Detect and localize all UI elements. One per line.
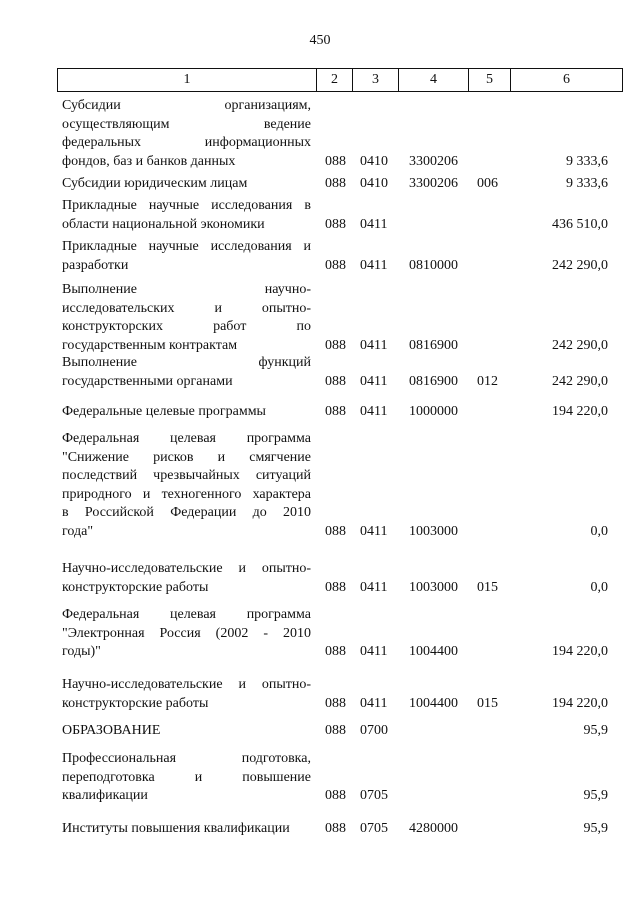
cell-col-2: 088 [325, 821, 346, 836]
description-line: последствий чрезвычайных ситуаций [62, 468, 311, 483]
header-col-5: 5 [469, 69, 511, 91]
description-line: области национальной экономики [62, 216, 265, 232]
description-line: в Российской Федерации до 2010 [62, 505, 311, 520]
cell-col-6: 194 220,0 [552, 695, 608, 711]
table-row [0, 238, 640, 275]
cell-col-6: 0,0 [590, 523, 608, 539]
cell-col-2: 088 [325, 337, 346, 353]
table-row [0, 430, 640, 541]
description-line: года" [62, 523, 94, 539]
cell-col-2: 088 [325, 579, 346, 595]
cell-col-2: 088 [325, 788, 346, 803]
cell-col-3: 0411 [360, 216, 388, 232]
cell-col-5: 006 [477, 176, 498, 191]
cell-col-2: 088 [325, 404, 346, 419]
description-line: государственными органами [62, 373, 233, 389]
cell-col-6: 242 290,0 [552, 257, 608, 273]
row-description [62, 354, 311, 391]
description-line: конструкторские работы [62, 579, 209, 595]
table-row [0, 175, 640, 194]
page-number: 450 [309, 33, 331, 48]
cell-col-3: 0411 [360, 579, 388, 595]
description-line: переподготовка и повышение [62, 769, 311, 785]
cell-col-4: 1004400 [409, 644, 458, 659]
table-row [0, 560, 640, 597]
description-line: Институты повышения квалификации [62, 821, 290, 836]
cell-col-4: 1004400 [409, 695, 458, 711]
cell-col-6: 242 290,0 [552, 373, 608, 389]
cell-col-6: 9 333,6 [566, 176, 608, 191]
description-line: Выполнение научно- [62, 282, 311, 297]
description-line: федеральных информационных [62, 135, 311, 150]
cell-col-4: 4280000 [409, 821, 458, 836]
row-description [62, 238, 311, 275]
description-line: природного и техногенного характера [62, 486, 311, 502]
table-row [0, 820, 640, 839]
cell-col-3: 0705 [360, 821, 388, 836]
description-line: Федеральные целевые программы [62, 404, 266, 419]
header-col-1: 1 [58, 69, 317, 91]
row-description [62, 97, 311, 171]
cell-col-5: 015 [477, 579, 498, 595]
table-row [0, 606, 640, 662]
description-line: квалификации [62, 788, 148, 803]
description-line: Федеральная целевая программа [62, 431, 311, 446]
description-line: исследовательских и опытно- [62, 300, 311, 316]
description-line: осуществляющим ведение [62, 116, 311, 132]
cell-col-6: 242 290,0 [552, 337, 608, 353]
description-line: Субсидии организациям, [62, 98, 311, 113]
row-description [62, 430, 311, 541]
cell-col-3: 0410 [360, 176, 388, 191]
header-col-2: 2 [317, 69, 353, 91]
row-description [62, 175, 311, 194]
row-description [62, 606, 311, 662]
description-line: Научно-исследовательские и опытно- [62, 561, 311, 576]
cell-col-3: 0411 [360, 337, 388, 353]
cell-col-3: 0410 [360, 153, 388, 169]
table-row [0, 281, 640, 355]
description-line: фондов, баз и банков данных [62, 153, 236, 169]
cell-col-6: 0,0 [590, 579, 608, 595]
description-line: государственным контрактам [62, 337, 238, 353]
cell-col-2: 088 [325, 644, 346, 659]
cell-col-6: 436 510,0 [552, 216, 608, 232]
cell-col-3: 0411 [360, 404, 388, 419]
cell-col-3: 0411 [360, 644, 388, 659]
cell-col-4: 3300206 [409, 153, 458, 169]
table-row [0, 676, 640, 713]
description-line: "Снижение рисков и смягчение [62, 449, 311, 465]
cell-col-4: 1003000 [409, 523, 458, 539]
table-row [0, 97, 640, 171]
cell-col-3: 0411 [360, 373, 388, 389]
cell-col-2: 088 [325, 257, 346, 273]
description-line: конструкторские работы [62, 695, 209, 711]
description-line: Профессиональная подготовка, [62, 751, 311, 766]
cell-col-2: 088 [325, 153, 346, 169]
cell-col-6: 95,9 [583, 723, 608, 738]
cell-col-6: 95,9 [583, 788, 608, 803]
cell-col-5: 015 [477, 695, 498, 711]
cell-col-2: 088 [325, 373, 346, 389]
description-line: Федеральная целевая программа [62, 607, 311, 622]
row-description [62, 403, 311, 422]
row-description [62, 750, 311, 806]
description-line: Прикладные научные исследования в [62, 198, 311, 213]
cell-col-2: 088 [325, 695, 346, 711]
cell-col-4: 0816900 [409, 337, 458, 353]
cell-col-6: 95,9 [583, 821, 608, 836]
cell-col-4: 0810000 [409, 257, 458, 273]
cell-col-6: 194 220,0 [552, 644, 608, 659]
header-col-6: 6 [563, 72, 570, 87]
table-header [57, 68, 623, 92]
cell-col-3: 0411 [360, 257, 388, 273]
cell-col-4: 3300206 [409, 176, 458, 191]
description-line: Выполнение функций [62, 355, 311, 370]
description-line: Субсидии юридическим лицам [62, 176, 248, 191]
cell-col-3: 0411 [360, 695, 388, 711]
row-description [62, 820, 311, 839]
description-line: Прикладные научные исследования и [62, 239, 311, 254]
header-col-4: 4 [399, 69, 469, 91]
description-line: "Электронная Россия (2002 - 2010 [62, 625, 311, 641]
row-description [62, 722, 311, 741]
header-col-3: 3 [353, 69, 399, 91]
row-description [62, 560, 311, 597]
cell-col-2: 088 [325, 723, 346, 738]
row-description [62, 676, 311, 713]
cell-col-6: 194 220,0 [552, 404, 608, 419]
cell-col-3: 0411 [360, 523, 388, 539]
cell-col-4: 1003000 [409, 579, 458, 595]
table-row [0, 722, 640, 741]
cell-col-6: 9 333,6 [566, 153, 608, 169]
table-row [0, 354, 640, 391]
cell-col-5: 012 [477, 373, 498, 389]
description-line: конструкторских работ по [62, 319, 311, 334]
description-line: Научно-исследовательские и опытно- [62, 677, 311, 692]
cell-col-3: 0705 [360, 788, 388, 803]
cell-col-2: 088 [325, 216, 346, 232]
row-description [62, 197, 311, 234]
cell-col-4: 0816900 [409, 373, 458, 389]
description-line: годы)" [62, 644, 101, 659]
table-row [0, 403, 640, 422]
description-line: ОБРАЗОВАНИЕ [62, 723, 161, 738]
cell-col-2: 088 [325, 523, 346, 539]
table-row [0, 750, 640, 806]
cell-col-3: 0700 [360, 723, 388, 738]
row-description [62, 281, 311, 355]
cell-col-4: 1000000 [409, 404, 458, 419]
cell-col-2: 088 [325, 176, 346, 191]
table-row [0, 197, 640, 234]
description-line: разработки [62, 257, 129, 273]
